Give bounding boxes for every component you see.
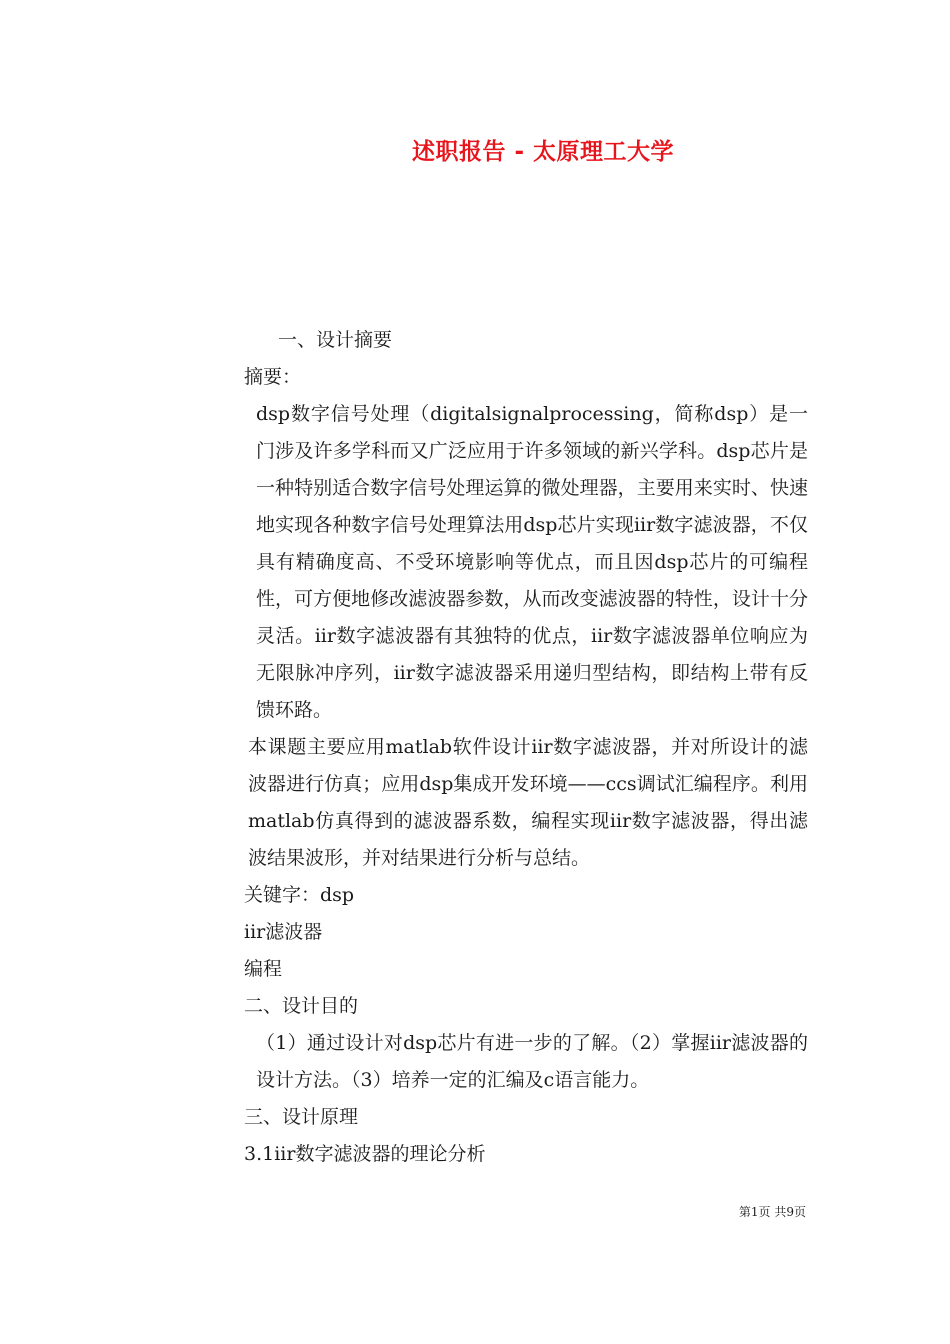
document-body — [144, 322, 808, 1173]
abstract-paragraph-1: dsp数字信号处理（digitalsignalprocessing，简称dsp）是一门涉及许多学科而又广泛应用于许多领域的新兴学科。dsp芯片是一种特别适合数字信号处理运算的微处理器，主要用来实时、快速地实现各种数字信号处理算法用dsp芯片实现iir数字滤波器，不仅具有精确度高、不受环境影响等优点，而且因dsp芯片的可编程性，可方便地修改滤波器参数，从而改变滤波器的特性，设计十分灵活。iir数字滤波器有其独特的优点，iir数字滤波器单位响应为无限脉冲序列，iir数字滤波器采用递归型结构，即结构上带有反馈环路。 — [256, 403, 808, 721]
abstract-paragraph-2: 本课题主要应用matlab软件设计iir数字滤波器，并对所设计的滤波器进行仿真；应用dsp集成开发环境——ccs调试汇编程序。利用matlab仿真得到的滤波器系数，编程实现iir数字滤波器，得出滤波结果波形，并对结果进行分析与总结。 — [248, 736, 808, 869]
keyword-iir-filter: iir滤波器 — [244, 921, 323, 943]
page-number-footer: 第1页 共9页 — [738, 1205, 806, 1219]
section-heading-summary: 一、设计摘要 — [278, 329, 393, 351]
section-heading-principle: 三、设计原理 — [244, 1106, 359, 1128]
subsection-heading-3-1: 3.1iir数字滤波器的理论分析 — [244, 1143, 486, 1165]
page-title: 述职报告 - 太原理工大学 — [411, 139, 675, 165]
abstract-label: 摘要： — [244, 366, 302, 388]
purpose-paragraph: （1）通过设计对dsp芯片有进一步的了解。（2）掌握iir滤波器的设计方法。（3）培养一定的汇编及c语言能力。 — [256, 1032, 808, 1091]
keyword-programming: 编程 — [244, 958, 283, 980]
section-heading-purpose: 二、设计目的 — [244, 995, 359, 1017]
keywords-line: 关键字：dsp — [244, 884, 355, 906]
